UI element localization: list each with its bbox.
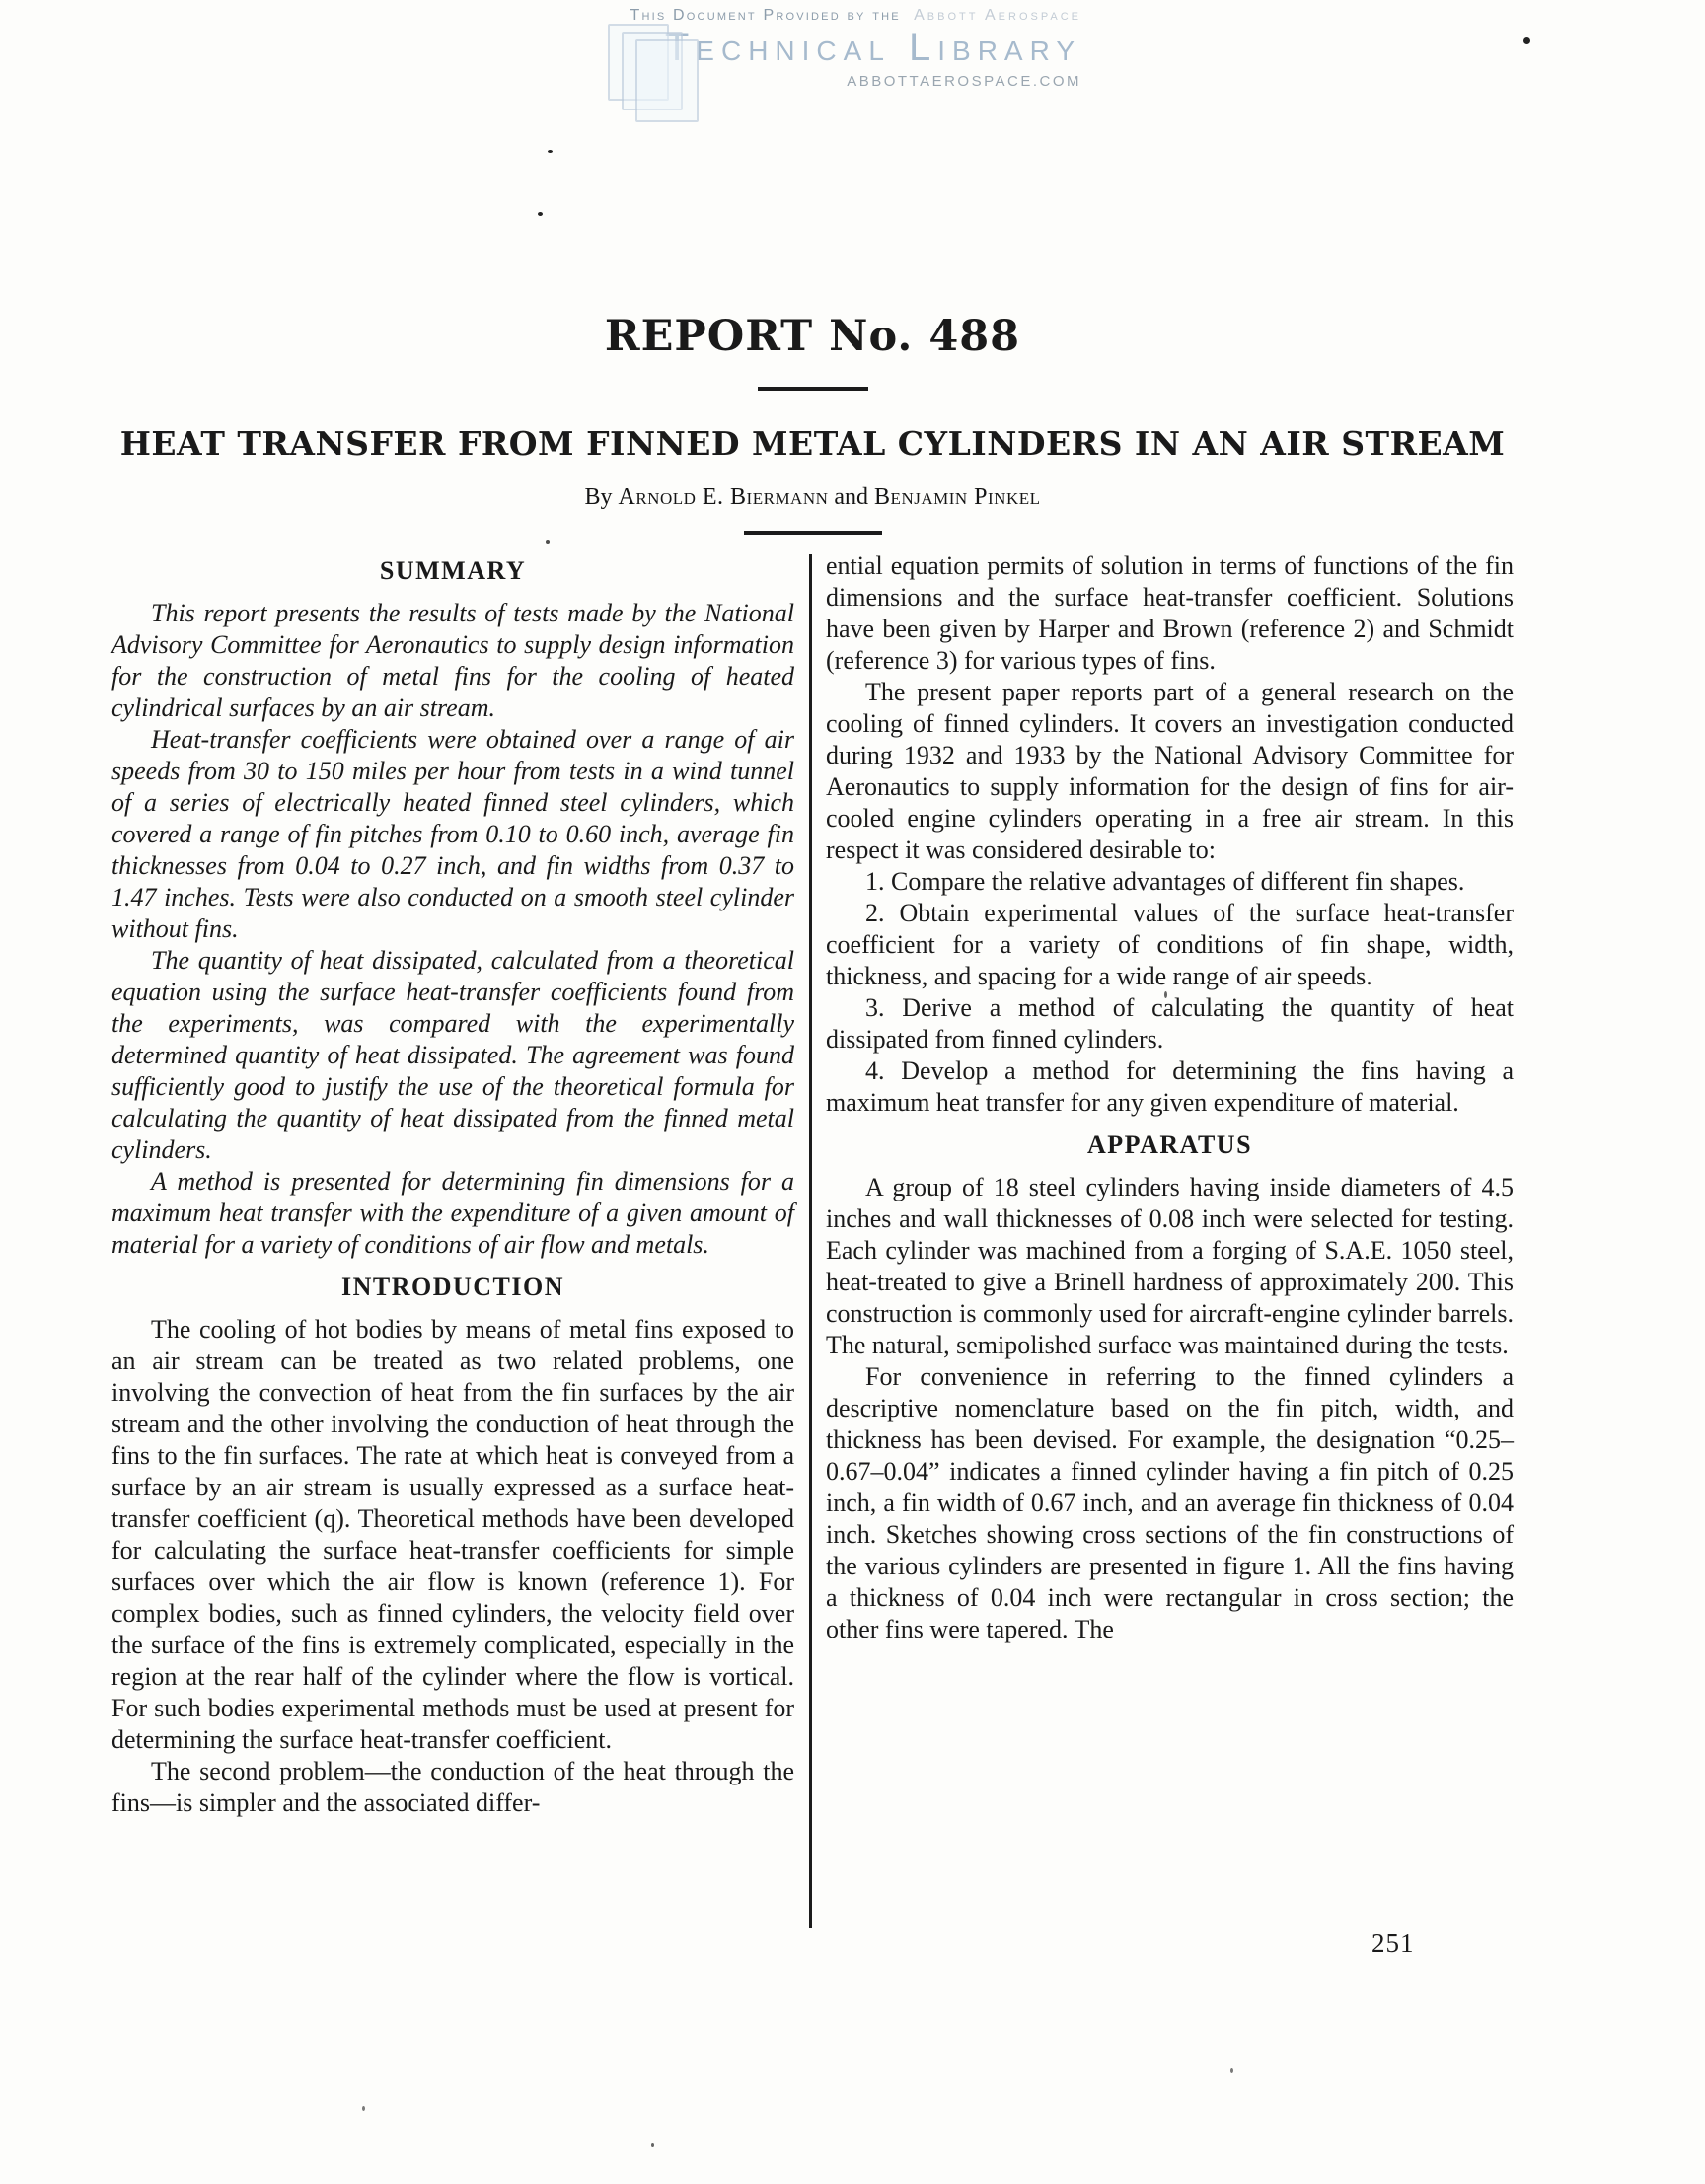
introduction-paragraph: The second problem—the conduction of the heat through the fins—is simpler and the associated differ-	[111, 1757, 794, 1817]
body-columns	[111, 550, 1514, 1819]
introduction-paragraph: The cooling of hot bodies by means of metal fins exposed to an air stream can be treated as two related problems, one involving the convection of heat from the fin surfaces by the air stream and the other involving the conduction of heat through the fins to the fin surfaces. The rate at which heat is conveyed from a surface by an air stream is usually expressed as a surface heat-transfer coefficient (q). Theoretical methods have been developed for calculating the surface heat-transfer coefficients for simple surfaces over which the air flow is known (reference 1). For complex bodies, such as finned cylinders, the velocity field over the surface of the fins is extremely complicated, especially in the region at the rear half of the cylinder where the flow is vortical. For such bodies experimental methods must be used at present for determining the surface heat-transfer coefficient.	[111, 1315, 794, 1754]
apparatus-paragraph: A group of 18 steel cylinders having inside diameters of 4.5 inches and wall thicknesses of 0.08 inch were selected for testing. Each cylinder was machined from a forging of S.A.E. 1050 steel, heat-treated to give a Brinell hardness of approximately 200. This construction is commonly used for aircraft-engine cylinder barrels. The natural, semipolished surface was maintained during the tests.	[826, 1173, 1514, 1359]
divider-rule	[758, 387, 868, 391]
watermark-site-text: ABBOTTAEROSPACE.COM	[847, 72, 1081, 90]
watermark-library-text: Technical Library	[664, 25, 1081, 69]
byline-prefix: By	[584, 484, 613, 510]
introduction-heading: INTRODUCTION	[340, 1273, 565, 1301]
summary-heading: SUMMARY	[379, 556, 527, 585]
introduction-section	[111, 1314, 794, 1819]
summary-paragraph: This report presents the results of tests made by the National Advisory Committee for Aeronautics to supply design information for the construction of metal fins for the cooling of heated cylindrical surfaces by an air stream.	[111, 599, 794, 722]
author-1: Arnold E. Biermann	[618, 484, 829, 510]
scan-speck	[1523, 37, 1530, 44]
apparatus-heading: APPARATUS	[1086, 1130, 1253, 1159]
watermark-provided-line	[596, 8, 1081, 25]
divider-rule	[744, 531, 882, 535]
objective-item: 2. Obtain experimental values of the surface heat-transfer coefficient for a variety of conditions of fin shape, width, thickness, and spacing for a wide range of air speeds.	[826, 899, 1514, 990]
page-number: 251	[1371, 1929, 1415, 1958]
summary-paragraph: The quantity of heat dissipated, calculated from a theoretical equation using the surface heat-transfer coefficients found from the experiments, was compared with the experimentally determined quantity of heat dissipated. The agreement was found sufficiently good to justify the use of the theoretical formula for calculating the quantity of heat dissipated from the finned metal cylinders.	[111, 946, 794, 1164]
report-header	[111, 312, 1514, 535]
summary-section	[111, 598, 794, 1261]
watermark-provided-text: This Document Provided by the	[630, 7, 901, 24]
left-column	[111, 550, 794, 1819]
scan-speck	[1230, 2068, 1233, 2073]
right-column	[826, 550, 1514, 1819]
scan-speck	[538, 212, 543, 216]
byline	[111, 484, 1514, 511]
objective-item: 3. Derive a method of calculating the quantity of heat dissipated from finned cylinders.	[826, 993, 1514, 1054]
objective-item: 4. Develop a method for determining the fins having a maximum heat transfer for any given expenditure of material.	[826, 1056, 1514, 1117]
summary-paragraph: Heat-transfer coefficients were obtained over a range of air speeds from 30 to 150 miles per hour from tests in a wind tunnel of a series of electrically heated finned steel cylinders, which covered a range of fin pitches from 0.10 to 0.60 inch, average fin thicknesses from 0.04 to 0.27 inch, and fin widths from 0.37 to 1.47 inches. Tests were also conducted on a smooth steel cylinder without fins.	[111, 725, 794, 943]
scan-speck	[548, 150, 553, 153]
stacked-pages-icon	[608, 18, 706, 121]
continuation-paragraph: ential equation permits of solution in terms of functions of the fin dimensions and the surface heat-transfer coefficient. Solutions have been given by Harper and Brown (reference 2) and Schmidt (reference 3) for various types of fins.	[826, 551, 1514, 675]
scan-speck	[651, 2143, 654, 2147]
apparatus-paragraph: For convenience in referring to the finned cylinders a descriptive nomenclature based on the fin pitch, width, and thickness has been devised. For example, the designation “0.25–0.67–0.04” indicates a finned cylinder having a fin pitch of 0.25 inch, a fin width of 0.67 inch, and an average fin thickness of 0.04 inch. Sketches showing cross sections of the fin constructions of the various cylinders are presented in figure 1. All the fins having a thickness of 0.04 inch were rectangular in cross section; the other fins were tapered. The	[826, 1362, 1514, 1643]
page-title: HEAT TRANSFER FROM FINNED METAL CYLINDERS IN AN AIR STREAM	[119, 424, 1506, 463]
watermark	[596, 8, 1081, 90]
apparatus-section	[826, 1172, 1514, 1645]
summary-paragraph: A method is presented for determining fin dimensions for a maximum heat transfer with the expenditure of a given amount of material for a variety of conditions of air flow and metals.	[111, 1167, 794, 1259]
watermark-brand-text: Abbott Aerospace	[914, 7, 1081, 24]
byline-conjunction: and	[834, 484, 869, 510]
report-number: REPORT No. 488	[604, 312, 1021, 361]
body-paragraph: The present paper reports part of a general research on the cooling of finned cylinders. It covers an investigation conducted during 1932 and 1933 by the National Advisory Committee for Aeronautics to supply information for the design of fins for air-cooled engine cylinders operating in a free air stream. In this respect it was considered desirable to:	[826, 678, 1514, 864]
objective-item: 1. Compare the relative advantages of different fin shapes.	[865, 867, 1465, 896]
author-2: Benjamin Pinkel	[874, 484, 1041, 510]
scan-speck	[546, 540, 550, 544]
scan-speck	[362, 2106, 365, 2111]
